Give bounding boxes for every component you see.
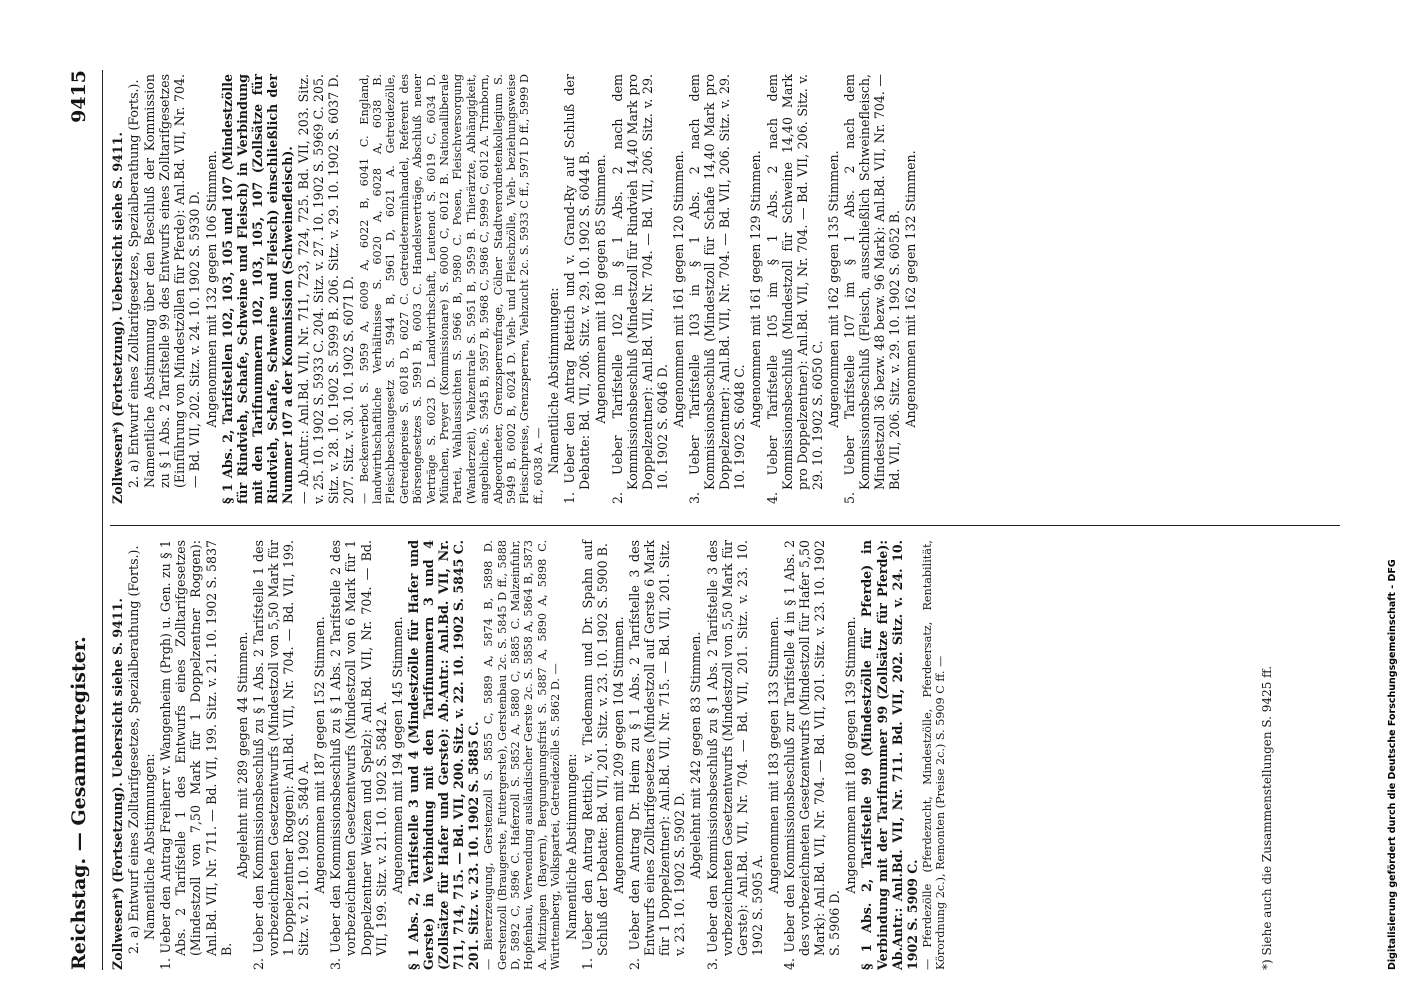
votes-title: Namentliche Abstimmungen: — [546, 287, 562, 474]
vote-result: Angenommen mit 183 gegen 133 Stimmen. — [765, 616, 781, 894]
vote-result: Angenommen mit 162 gegen 132 Stimmen. — [903, 150, 919, 428]
section-refs: — Ab.Antr.: Anl.Bd. VII, Nr. 711, 723, 724, 725. Bd. VII, 203. Sitz. v. 25. 10. 1902 S. 5933 C. 204. Sitz. v. 27. 10. 1902 S. 5969 C. 205. Sitz. v. 28. 10. 1902 S. 5999 B. 206. Sitz. v. 29. 10. 1902 S. 6037 D. 207. Sitz. v. 30. 10. 1902 S. 6071 D. — [296, 74, 357, 504]
vote-item: 4. Ueber Tarifstelle 105 im § 1 Abs. 2 nach dem Kommissionsbeschluß (Mindestzoll für Schweine 14,40 Mark pro Doppelzentner): Anl.Bd. VII, Nr. 704. — Bd. VII, 206. Sitz. v. 29. 10. 1902 S. 6050 C. — [764, 74, 825, 504]
section-detail: — Beckenverbot S. 5959 A, 6009 A, 6022 B, 6041 C. England, landwirthschaftliche Verhältnisse S. 6020 A, 6028 A, 6038 B. Fleischbeschaugesetz S. 5944 B, 5961 D, 6021 A. Getreidezölle, Getreidepreise S. 6018 D, 6027 C. Getreideterminhandel, Referent des Börsengesetzes S. 5991 B, 6003 C. Handelsverträge, Abschluß neuer Verträge S. 6023 D. Landwirthschaft, Leutenot S. 6019 C, 6034 D. München, Preyer (Kommissionare) S. 6000 C, 6012 B. Nationalliberale Partei, Wahlaussichten S. 5966 B, 5980 C. Posen, Fleischversorgung (Wanderzeit), Viehzentrale S. 5951 B, 5959 B. Thierärzte, Abhängigkeit, angebliche, S. 5945 B, 5957 B, 5968 C, 5986 C, 5999 C, 6012 A. Trimborn, Abgeordneter, Grenzsperrenfrage, Cölner Stadtverordnetenkollegium S. 5949 B, 6002 B, 6024 D. Vieh- und Fleischzölle, Vieh- beziehungsweise Fleischpreise, Grenzsperren, Viehzucht 2c. S. 5933 C ff., 5971 D ff., 5999 D ff., 6038 A. — — [357, 74, 545, 504]
votes-title: Namentliche Abstimmungen: — [142, 753, 158, 940]
section-detail: — Pferdezölle (Pferdezucht, Mindestzölle, Pferdeersatz, Rentabilität, Körordnung 2c.), Remonten (Preise 2c.) S. 5909 C ff. — — [920, 540, 948, 970]
vote-result: Angenommen mit 162 gegen 135 Stimmen. — [825, 150, 841, 428]
vote-result: Angenommen mit 180 gegen 139 Stimmen. — [843, 616, 859, 894]
vote-result: Angenommen mit 187 gegen 152 Stimmen. — [312, 616, 328, 894]
running-title: Reichstag. — Gesammtregister. — [68, 636, 90, 970]
vote-result: Angenommen mit 209 gegen 104 Stimmen. — [610, 616, 626, 894]
section-heading: § 1 Abs. 2, Tarifstelle 99 (Mindestzölle für Pferde) in Verbindung mit der Tarifnummer 99 (Zollsätze für Pferde): Ab.Antr.: Anl.Bd. VII, Nr. 711. Bd. VII, 202. Sitz. v. 24. 10. 1902 S. 5909 C. — [859, 540, 920, 970]
vote-result: Angenommen mit 161 gegen 129 Stimmen. — [748, 150, 764, 428]
column-heading: Zollwesen*) (Fortsetzung). Uebersicht siehe S. 9411. — [110, 598, 125, 970]
intro-vote: Namentliche Abstimmung über den Beschluß der Kommission zu § 1 Abs. 2 Tarifstelle 99 des Entwurfs eines Zolltarifgesetzes (Einführung von Mindestzöllen für Pferde): Anl.Bd. VII, Nr. 704. — Bd. VII, 202. Sitz. v. 24. 10. 1902 S. 5930 D. — [142, 74, 203, 488]
vote-item: 4. Ueber den Kommissionsbeschluß zur Tarifstelle 4 in § 1 Abs. 2 des vorbezeichneten Gesetzentwurfs (Mindestzoll für Hafer 5,50 Mark): Anl.Bd. VII, Nr. 704. — Bd. VII, 201. Sitz. v. 23. 10. 1902 S. 5906 D. — [782, 540, 843, 970]
vote-item: 5. Ueber Tarifstelle 107 im § 1 Abs. 2 nach dem Kommissionsbeschluß (Fleisch, ausschließlich Schweinefleisch, Mindestzoll 36 bezw. 48 bezw. 96 Mark): Anl.Bd. VII, Nr. 704. — Bd. VII, 206. Sitz. v. 29. 10. 1902 S. 6052 B. — [841, 74, 903, 504]
vote-item: 2. Ueber den Antrag Dr. Heim zu § 1 Abs. 2 Tarifstelle 3 des Entwurfs eines Zolltarifgesetzes (Mindestzoll auf Gerste 6 Mark für 1 Doppelzentner): Anl.Bd. VII, Nr. 715. — Bd. VII, 201. Sitz. v. 23. 10. 1902 S. 5902 D. — [627, 540, 688, 970]
vote-item: 2. Ueber den Kommissionsbeschluß zu § 1 Abs. 2 Tarifstelle 1 des vorbezeichneten Gesetzentwurfs (Mindestzoll von 5,50 Mark für 1 Doppelzentner Roggen): Anl.Bd. VII, Nr. 704. — Bd. VII, 199. Sitz. v. 21. 10. 1902 S. 5840 A. — [250, 540, 312, 970]
vote-item: 1. Ueber den Antrag Freiherr v. Wangenheim (Prgh) u. Gen. zu § 1 Abs. 2 Tarifstelle 1 des Entwurfs eines Zolltarifgesetzes (Mindestzoll von 7,50 Mark für 1 Doppelzentner Roggen): Anl.Bd. VII, Nr. 711. — Bd. VII, 199. Sitz. v. 21. 10. 1902 S. 5837 B. — [158, 540, 234, 970]
document-page — [40, 40, 1423, 1000]
vote-result: Angenommen mit 132 gegen 106 Stimmen. — [203, 150, 219, 428]
page-number: 9415 — [68, 70, 90, 123]
votes-title: Namentliche Abstimmungen: — [563, 753, 579, 940]
section-heading: § 1 Abs. 2, Tarifstelle 3 und 4 (Mindestzölle für Hafer und Gerste) in Verbindung mit den Tarifnummern 3 und 4 (Zollsätze für Hafer und Gerste): Ab.Antr.: Anl.Bd. VII, Nr. 711, 714, 715. — Bd. VII, 200. Sitz. v. 22. 10. 1902 S. 5845 C. 201. Sitz. v. 23. 10. 1902 S. 5885 C. — [405, 540, 482, 970]
vote-result: Abgelehnt mit 242 gegen 83 Stimmen. — [688, 631, 704, 879]
vote-item: 3. Ueber den Kommissionsbeschluß zu § 1 Abs. 2 Tarifstelle 2 des vorbezeichneten Gesetzentwurfs (Mindestzoll von 6 Mark für 1 Doppelzentner Weizen und Spelz): Anl.Bd. VII, Nr. 704. — Bd. VII, 199. Sitz. v. 21. 10. 1902 S. 5842 A. — [328, 540, 389, 970]
vote-item: 2. Ueber Tarifstelle 102 in § 1 Abs. 2 nach dem Kommissionsbeschluß (Mindestzoll für Rindvieh 14,40 Mark pro Doppelzentner): Anl.Bd. VII, Nr. 704. — Bd. VII, 206. Sitz. v. 29. 10. 1902 S. 6046 D. — [609, 74, 670, 504]
vote-item: 1. Ueber den Antrag Rettich und v. Grand-Ry auf Schluß der Debatte: Bd. VII, 206. Sitz. v. 29. 10. 1902 S. 6044 B. — [562, 74, 593, 504]
column-subheading: 2. a) Entwurf eines Zolltarifgesetzes, Spezialberathung (Forts.). — [126, 79, 142, 488]
vote-item: 1. Ueber den Antrag Rettich, v. Tiedemann und Dr. Spahn auf Schluß der Debatte: Bd. VII, 201. Sitz. v. 23. 10. 1902 S. 5900 B. — [579, 540, 610, 970]
vote-item: 3. Ueber den Kommissionsbeschluß zu § 1 Abs. 2 Tarifstelle 3 des vorbezeichneten Gesetzentwurfs (Mindestzoll von 5,50 Mark für Gerste): Anl.Bd. VII, Nr. 704. — Bd. VII, 201. Sitz. v. 23. 10. 1902 S. 5905 A. — [704, 540, 765, 970]
page-header — [68, 70, 100, 970]
left-column — [110, 540, 949, 970]
section-detail: — Biererzeugung, Gerstenzoll S. 5855 C, 5889 A, 5874 B, 5898 D. Gerstenzoll (Braugerste, Futtergerste), Gerstenbau 2c. S. 5845 D ff., 5888 D, 5892 C, 5896 C. Haferzoll S. 5852 A, 5880 C, 5885 C. Malzeinfuhr, Hopfenbau, Verwendung ausländischer Gerste 2c. S. 5858 A, 5864 B, 5873 A. Mitzingen (Bayern), Bergungnungsfrist S. 5887 A, 5890 A, 5898 C. Württemberg, Volkspartei, Getreidezölle S. 5862 D. — — [482, 540, 563, 970]
vote-result: Abgelehnt mit 289 gegen 44 Stimmen. — [234, 631, 250, 879]
vote-item: 3. Ueber Tarifstelle 103 in § 1 Abs. 2 nach dem Kommissionsbeschluß (Mindestzoll für Schafe 14,40 Mark pro Doppelzentner): Anl.Bd. VII, Nr. 704. — Bd. VII, 206. Sitz. v. 29. 10. 1902 S. 6048 C. — [687, 74, 748, 504]
vote-result: Angenommen mit 194 gegen 145 Stimmen. — [389, 616, 405, 894]
vote-result: Angenommen mit 180 gegen 85 Stimmen. — [593, 154, 609, 424]
footnote: *) Siehe auch die Zusammenstellungen S. 9425 ff. — [1260, 665, 1274, 970]
header-rule — [102, 70, 103, 970]
section-heading: § 1 Abs. 2, Tarifstellen 102, 103, 105 und 107 (Mindestzölle für Rindvieh, Schafe, Schweine und Fleisch) in Verbindung mit den Tarifnummern 102, 103, 105, 107 (Zollsätze für Rindvieh, Schafe, Schweine und Fleisch) einschließlich der Nummer 107 a der Kommission (Schweinefleisch). — [219, 74, 296, 504]
right-column — [110, 74, 919, 504]
digitization-note: Digitalisierung gefördert durch die Deutsche Forschungsgemeinschaft - DFG — [1387, 559, 1398, 970]
column-divider — [110, 525, 1340, 526]
column-heading: Zollwesen*) (Fortsetzung). Uebersicht siehe S. 9411. — [110, 132, 125, 504]
vote-result: Angenommen mit 161 gegen 120 Stimmen. — [670, 150, 686, 428]
column-subheading: 2. a) Entwurf eines Zolltarifgesetzes, Spezialberathung (Forts.). — [126, 545, 142, 954]
